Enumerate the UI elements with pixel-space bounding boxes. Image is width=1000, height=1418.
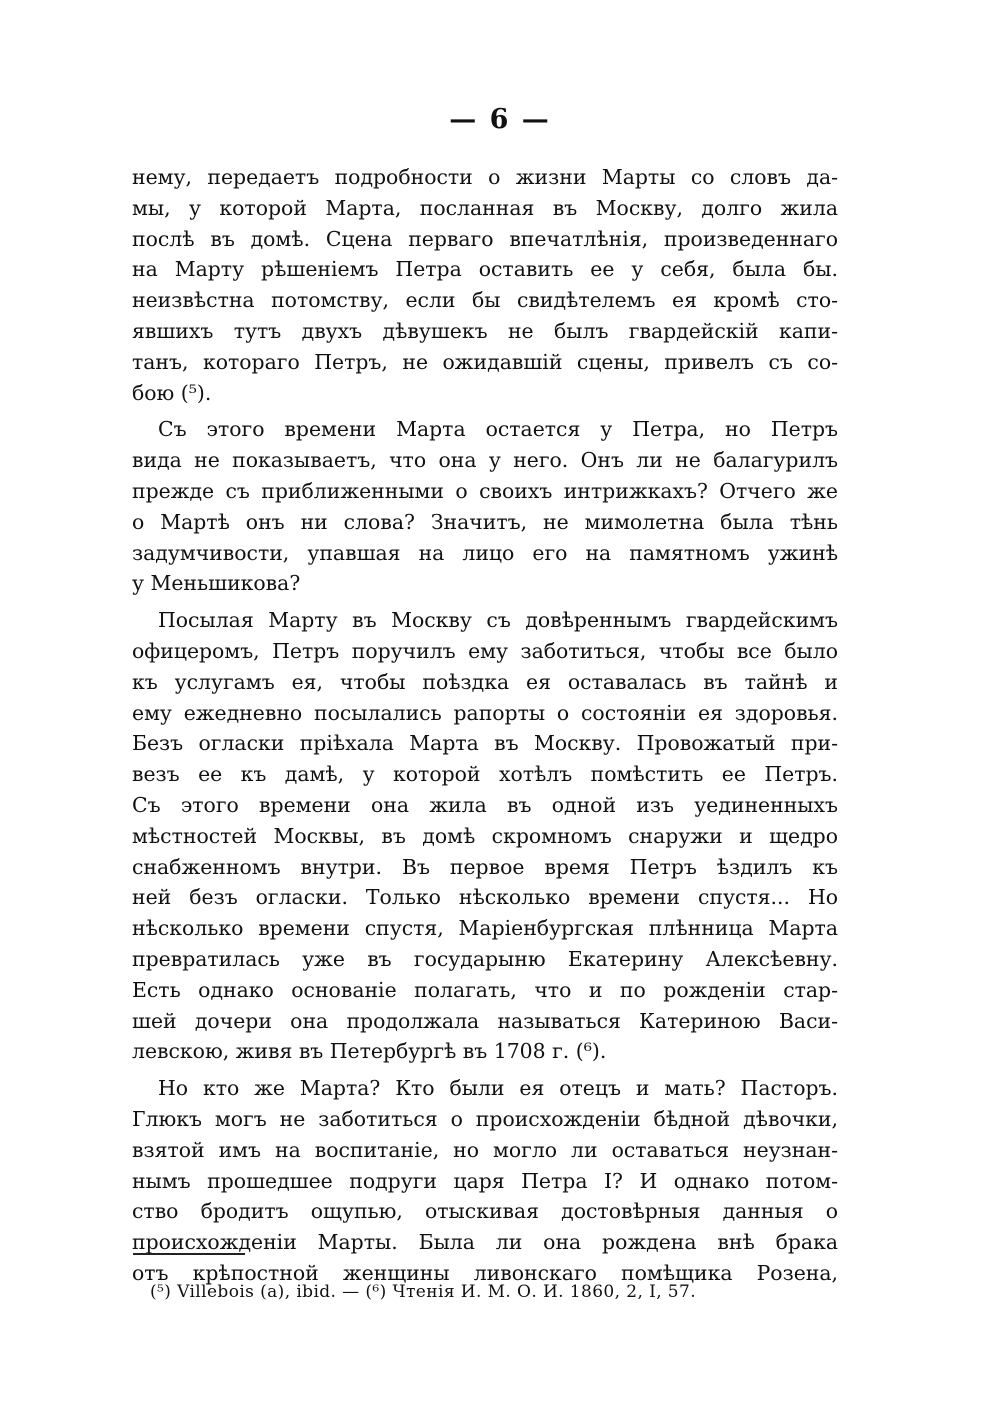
text-line: къ услугамъ ея, чтобы поѣздка ея оставалась въ тайнѣ и <box>132 669 838 694</box>
text-line: неизвѣстна потомству, если бы свидѣтелемъ ея кромѣ сто- <box>132 288 838 313</box>
paragraph-1 <box>132 162 838 408</box>
footnote-separator <box>133 1253 245 1255</box>
text-line: везъ ее къ дамѣ, у которой хотѣлъ помѣстить ее Петръ. <box>132 762 838 787</box>
text-line: прежде съ приближенными о своихъ интрижкахъ? Отчего же <box>132 478 838 503</box>
text-line: мы, у которой Марта, посланная въ Москву, долго жила <box>132 195 838 220</box>
text-line: Посылая Марту въ Москву съ довѣреннымъ гвардейскимъ <box>158 608 838 633</box>
text-line: танъ, котораго Петръ, не ожидавшій сцены, привелъ съ со- <box>132 349 838 374</box>
text-line: мѣстностей Москвы, въ домѣ скромномъ снаружи и щедро <box>132 823 838 848</box>
text-line: Есть однако основаніе полагать, что и по рожденіи стар- <box>132 977 838 1002</box>
text-line: офицеромъ, Петръ поручилъ ему заботиться, чтобы все было <box>132 638 838 663</box>
paragraph-3 <box>132 605 838 1067</box>
text-line: о Мартѣ онъ ни слова? Значитъ, не мимолетна была тѣнь <box>132 509 838 534</box>
text-line: ство бродитъ ощупью, отыскивая достовѣрныя данныя о <box>132 1199 838 1224</box>
text-line: ней безъ огласки. Только нѣсколько времени спустя... Но <box>132 885 838 910</box>
text-line: у Меньшикова? <box>132 571 301 596</box>
page-number: — 6 — <box>449 104 551 135</box>
text-line: нему, передаетъ подробности о жизни Марты со словъ да- <box>132 165 838 189</box>
text-line: превратилась уже въ государыню Екатерину Алексѣевну. <box>132 946 838 971</box>
text-line: вида не показываетъ, что она у него. Онъ ли не балагурилъ <box>132 448 838 473</box>
text-line: явшихъ тутъ двухъ дѣвушекъ не былъ гвардейскій капи- <box>132 318 838 343</box>
body-text <box>132 162 838 1289</box>
text-line: бою (⁵). <box>132 380 212 405</box>
text-line: левскою, живя въ Петербургѣ въ 1708 г. (⁶). <box>132 1039 607 1064</box>
text-line: нымъ прошедшее подруги царя Петра I? И однако потом- <box>132 1168 838 1193</box>
text-line: происхожденіи Марты. Была ли она рождена внѣ брака <box>132 1230 838 1255</box>
text-line: Глюкъ могъ не заботиться о происхожденіи бѣдной дѣвочки, <box>132 1106 838 1131</box>
text-line: на Марту рѣшеніемъ Петра оставить ее у себя, была бы. <box>132 257 838 282</box>
text-line: Безъ огласки пріѣхала Марта въ Москву. Провожатый при- <box>132 731 838 756</box>
text-line: послѣ въ домѣ. Сцена перваго впечатлѣнія, произведеннаго <box>132 226 838 251</box>
text-line: шей дочери она продолжала называться Катериною Васи- <box>132 1008 838 1033</box>
text-line: ему ежедневно посылались рапорты о состояніи ея здоровья. <box>132 700 838 725</box>
paragraph-4 <box>132 1073 838 1289</box>
text-line: Но кто же Марта? Кто были ея отецъ и мать? Пасторъ. <box>158 1076 838 1101</box>
text-line: взятой имъ на воспитаніе, но могло ли оставаться неузнан- <box>132 1137 838 1162</box>
text-line: отъ крѣпостной женщины ливонскаго помѣщика Розена, <box>132 1260 838 1285</box>
footnote: (⁵) Villebois (a), ibid. — (⁶) Чтенія И. М. О. И. 1860, 2, I, 57. <box>150 1282 697 1302</box>
text-line: задумчивости, упавшая на лицо его на памятномъ ужинѣ <box>132 540 838 565</box>
text-line: нѣсколько времени спустя, Маріенбургская плѣнница Марта <box>132 916 838 941</box>
text-line: Съ этого времени Марта остается у Петра, но Петръ <box>158 417 838 442</box>
text-line: Съ этого времени она жила въ одной изъ уединенныхъ <box>132 792 838 817</box>
paragraph-2 <box>132 414 838 599</box>
text-line: снабженномъ внутри. Въ первое время Петръ ѣздилъ къ <box>132 854 838 879</box>
